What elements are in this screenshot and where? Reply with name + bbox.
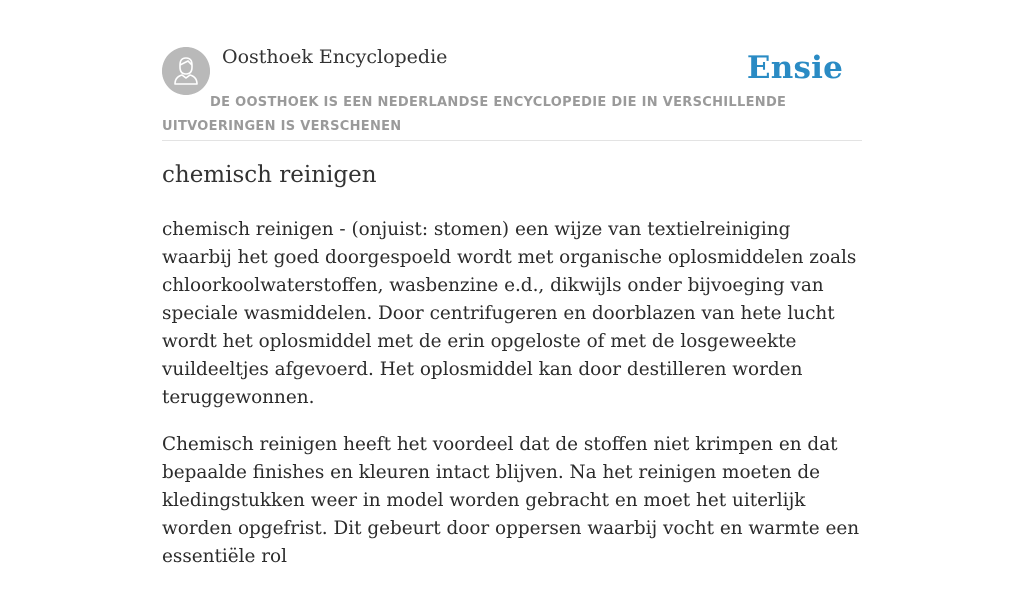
site-name-link[interactable]: Oosthoek Encyclopedie <box>222 46 448 68</box>
article-paragraph: chemisch reinigen - (onjuist: stomen) een wijze van textielreiniging waarbij het goed doorgespoeld wordt met organische oplosmiddelen zoals chloorkoolwaterstoffen, wasbenzine e.d., dikwijls onder bijvoeging van speciale wasmiddelen. Door centrifugeren en doorblazen van hete lucht wordt het oplosmiddel met de erin opgeloste of met de losgeweekte vuildeeltjes afgevoerd. Het oplosmiddel kan door destilleren worden teruggewonnen. <box>162 219 857 408</box>
article-body <box>162 216 862 590</box>
brand-logo-link[interactable]: Ensie <box>746 50 843 86</box>
user-avatar-icon[interactable] <box>162 47 210 95</box>
page-title: chemisch reinigen <box>162 162 377 188</box>
article-paragraph: Chemisch reinigen heeft het voordeel dat de stoffen niet krimpen en dat bepaalde finishes en kleuren intact blijven. Na het reinigen moeten de kledingstukken weer in model worden gebracht en moet het uiterlijk worden opgefrist. Dit gebeurt door oppersen waarbij vocht en warmte een essentiële rol <box>162 434 860 567</box>
site-tagline: DE OOSTHOEK IS EEN NEDERLANDSE ENCYCLOPEDIE DIE IN VERSCHILLENDE UITVOERINGEN IS VERSCHENEN <box>162 95 787 134</box>
page-container <box>162 0 862 567</box>
site-header <box>162 0 862 141</box>
